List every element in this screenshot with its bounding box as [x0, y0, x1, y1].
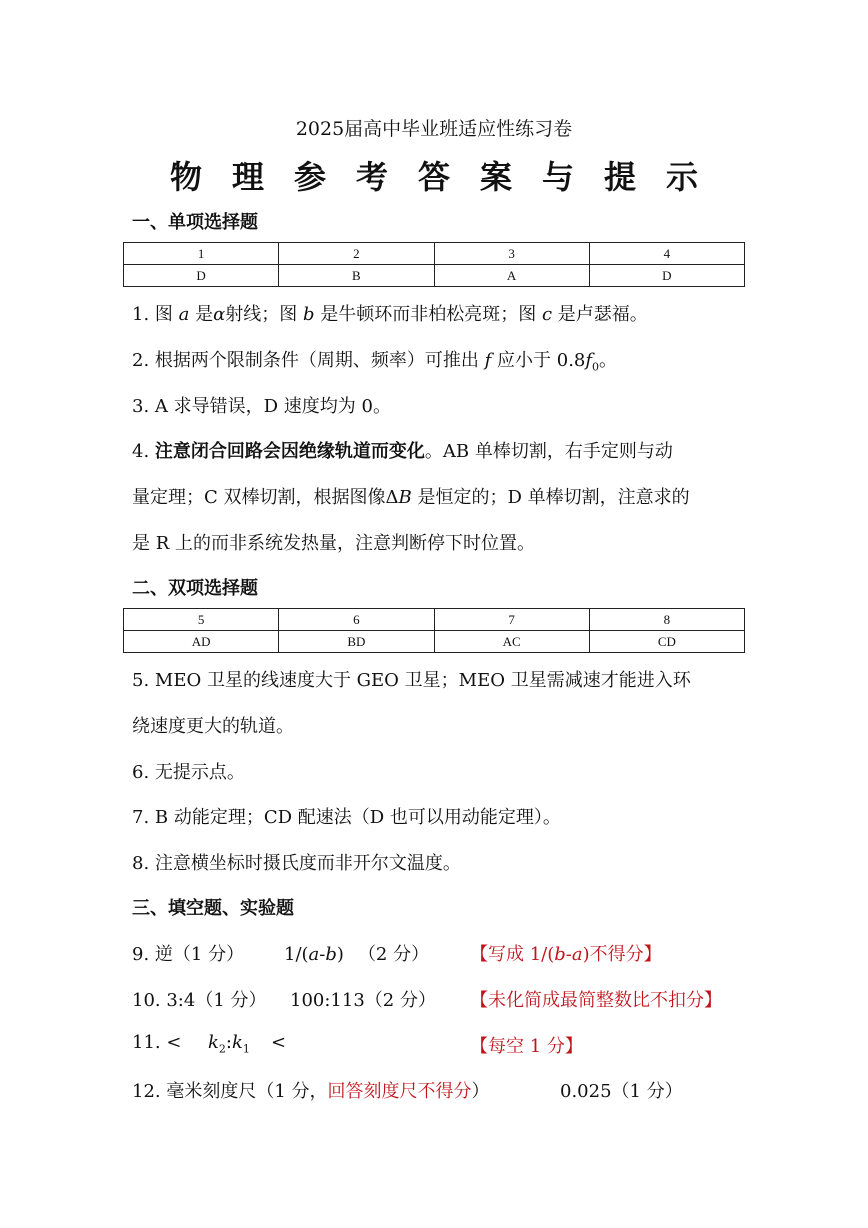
q11-answer: $k_2:k_1$	[208, 1032, 250, 1056]
table-cell: BD	[279, 631, 434, 653]
table-cell: 8	[589, 609, 744, 631]
table-cell: 3	[434, 243, 589, 265]
page-title: 物理参考答案与提示	[169, 158, 728, 196]
note-6: 6. 无提示点。	[132, 762, 245, 783]
table-cell: CD	[589, 631, 744, 653]
q9-note: 【写成 1/(b-a)不得分】	[470, 944, 662, 965]
answer-table-single	[123, 242, 745, 287]
q9-answer: 1/(a-b) （2 分）	[284, 944, 430, 965]
q11-note: 【每空 1 分】	[470, 1036, 583, 1057]
note-4-line1: 4. 注意闭合回路会因绝缘轨道而变化。AB 单棒切割，右手定则与动	[132, 441, 673, 462]
section-fill-experiment: 三、填空题、实验题	[132, 898, 294, 919]
table-cell: D	[124, 265, 279, 287]
q10-answer: 100:113（2 分）	[290, 990, 436, 1011]
table-row-answers	[124, 631, 745, 653]
q9-label: 9. 逆（1 分）	[132, 944, 245, 965]
table-cell: 4	[589, 243, 744, 265]
note-5-line1: 5. MEO 卫星的线速度大于 GEO 卫星；MEO 卫星需减速才能进入环	[132, 670, 691, 691]
table-row-numbers	[124, 243, 745, 265]
note-1: 1. 图 a 是α射线；图 b 是牛顿环而非柏松亮斑；图 c 是卢瑟福。	[132, 304, 648, 325]
q11-label: 11. <	[132, 1032, 182, 1053]
table-cell: AC	[434, 631, 589, 653]
section-double-choice: 二、双项选择题	[132, 578, 258, 599]
table-cell: 2	[279, 243, 434, 265]
note-7: 7. B 动能定理；CD 配速法（D 也可以用动能定理）。	[132, 807, 561, 828]
note-4-line2: 量定理；C 双棒切割，根据图像ΔB 是恒定的；D 单棒切割，注意求的	[132, 487, 690, 508]
table-cell: 5	[124, 609, 279, 631]
table-cell: A	[434, 265, 589, 287]
q10-label: 10. 3:4（1 分）	[132, 990, 267, 1011]
table-cell: B	[279, 265, 434, 287]
note-4-line3: 是 R 上的而非系统发热量，注意判断停下时位置。	[132, 533, 535, 554]
table-cell: AD	[124, 631, 279, 653]
q12-answer: 0.025（1 分）	[560, 1081, 683, 1102]
exam-subtitle: 2025届高中毕业班适应性练习卷	[295, 118, 573, 140]
note-3: 3. A 求导错误，D 速度均为 0。	[132, 396, 391, 417]
table-cell: 6	[279, 609, 434, 631]
note-5-line2: 绕速度更大的轨道。	[132, 716, 294, 737]
q11-lt: <	[271, 1032, 287, 1053]
section-single-choice: 一、单项选择题	[132, 212, 258, 233]
table-cell: 7	[434, 609, 589, 631]
table-row-numbers	[124, 609, 745, 631]
note-2: 2. 根据两个限制条件（周期、频率）可推出 f 应小于 $0.8f_0$。	[132, 350, 618, 374]
table-cell: D	[589, 265, 744, 287]
table-cell: 1	[124, 243, 279, 265]
table-row-answers	[124, 265, 745, 287]
q10-note: 【未化简成最简整数比不扣分】	[470, 990, 722, 1011]
answer-table-double	[123, 608, 745, 653]
note-8: 8. 注意横坐标时摄氏度而非开尔文温度。	[132, 853, 461, 874]
q12-label: 12. 毫米刻度尺（1 分，回答刻度尺不得分）	[132, 1081, 490, 1102]
